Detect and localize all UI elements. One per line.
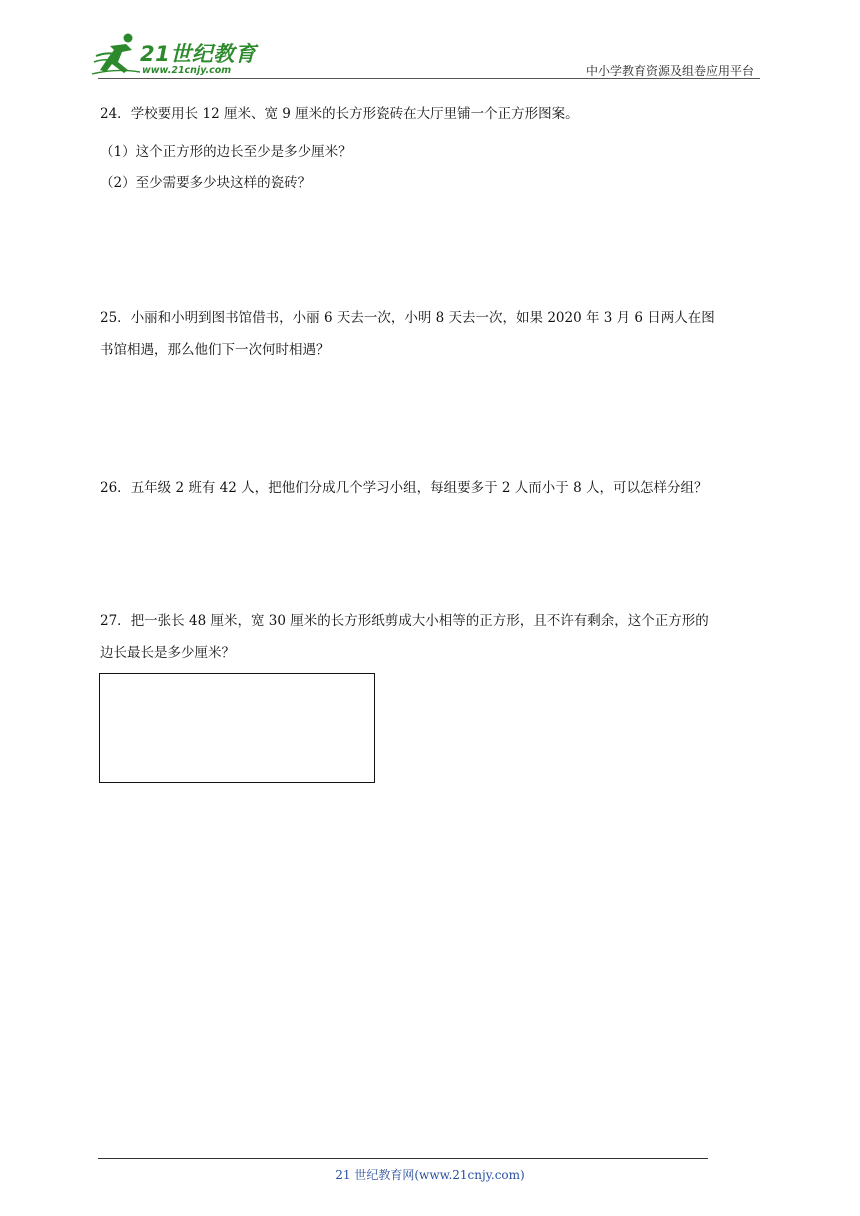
question-number: 24． [100,106,131,122]
question-text-line-2: 边长最长是多少厘米？ [100,645,235,661]
question-24 [100,98,760,130]
question-27 [100,605,760,669]
footer-divider [98,1158,708,1159]
question-24-sub-2: （2）至少需要多少块这样的瓷砖？ [100,175,312,191]
header-divider [98,78,760,79]
question-number: 27． [100,613,131,629]
question-text-line-2: 书馆相遇，那么他们下一次何时相遇？ [100,342,330,358]
question-25 [100,302,760,366]
header-tagline: 中小学教育资源及组卷应用平台 [585,64,754,78]
rectangle-paper-figure [99,673,375,783]
logo-url: www.21cnjy.com [142,65,232,76]
question-24-sub-1: （1）这个正方形的边长至少是多少厘米？ [100,144,352,160]
question-text: 学校要用长 12 厘米、宽 9 厘米的长方形瓷砖在大厅里铺一个正方形图案。 [130,106,579,122]
footer-text: 21 世纪教育网(www.21cnjy.com) [335,1168,525,1182]
question-26 [100,472,760,504]
question-text: 五年级 2 班有 42 人，把他们分成几个学习小组，每组要多于 2 人而小于 8 人，可以怎样分组？ [130,480,708,496]
question-number: 25． [100,310,131,326]
question-text-line-1: 小丽和小明到图书馆借书，小丽 6 天去一次，小明 8 天去一次，如果 2020 年 3 月 6 日两人在图 [130,310,715,326]
question-number: 26． [100,480,131,496]
page-header [0,0,860,80]
question-text-line-1: 把一张长 48 厘米，宽 30 厘米的长方形纸剪成大小相等的正方形，且不许有剩余，这个正方形的 [130,613,709,629]
logo-text: 21世纪教育 [140,42,257,66]
site-logo [92,32,272,80]
runner-logo-icon [92,32,140,76]
